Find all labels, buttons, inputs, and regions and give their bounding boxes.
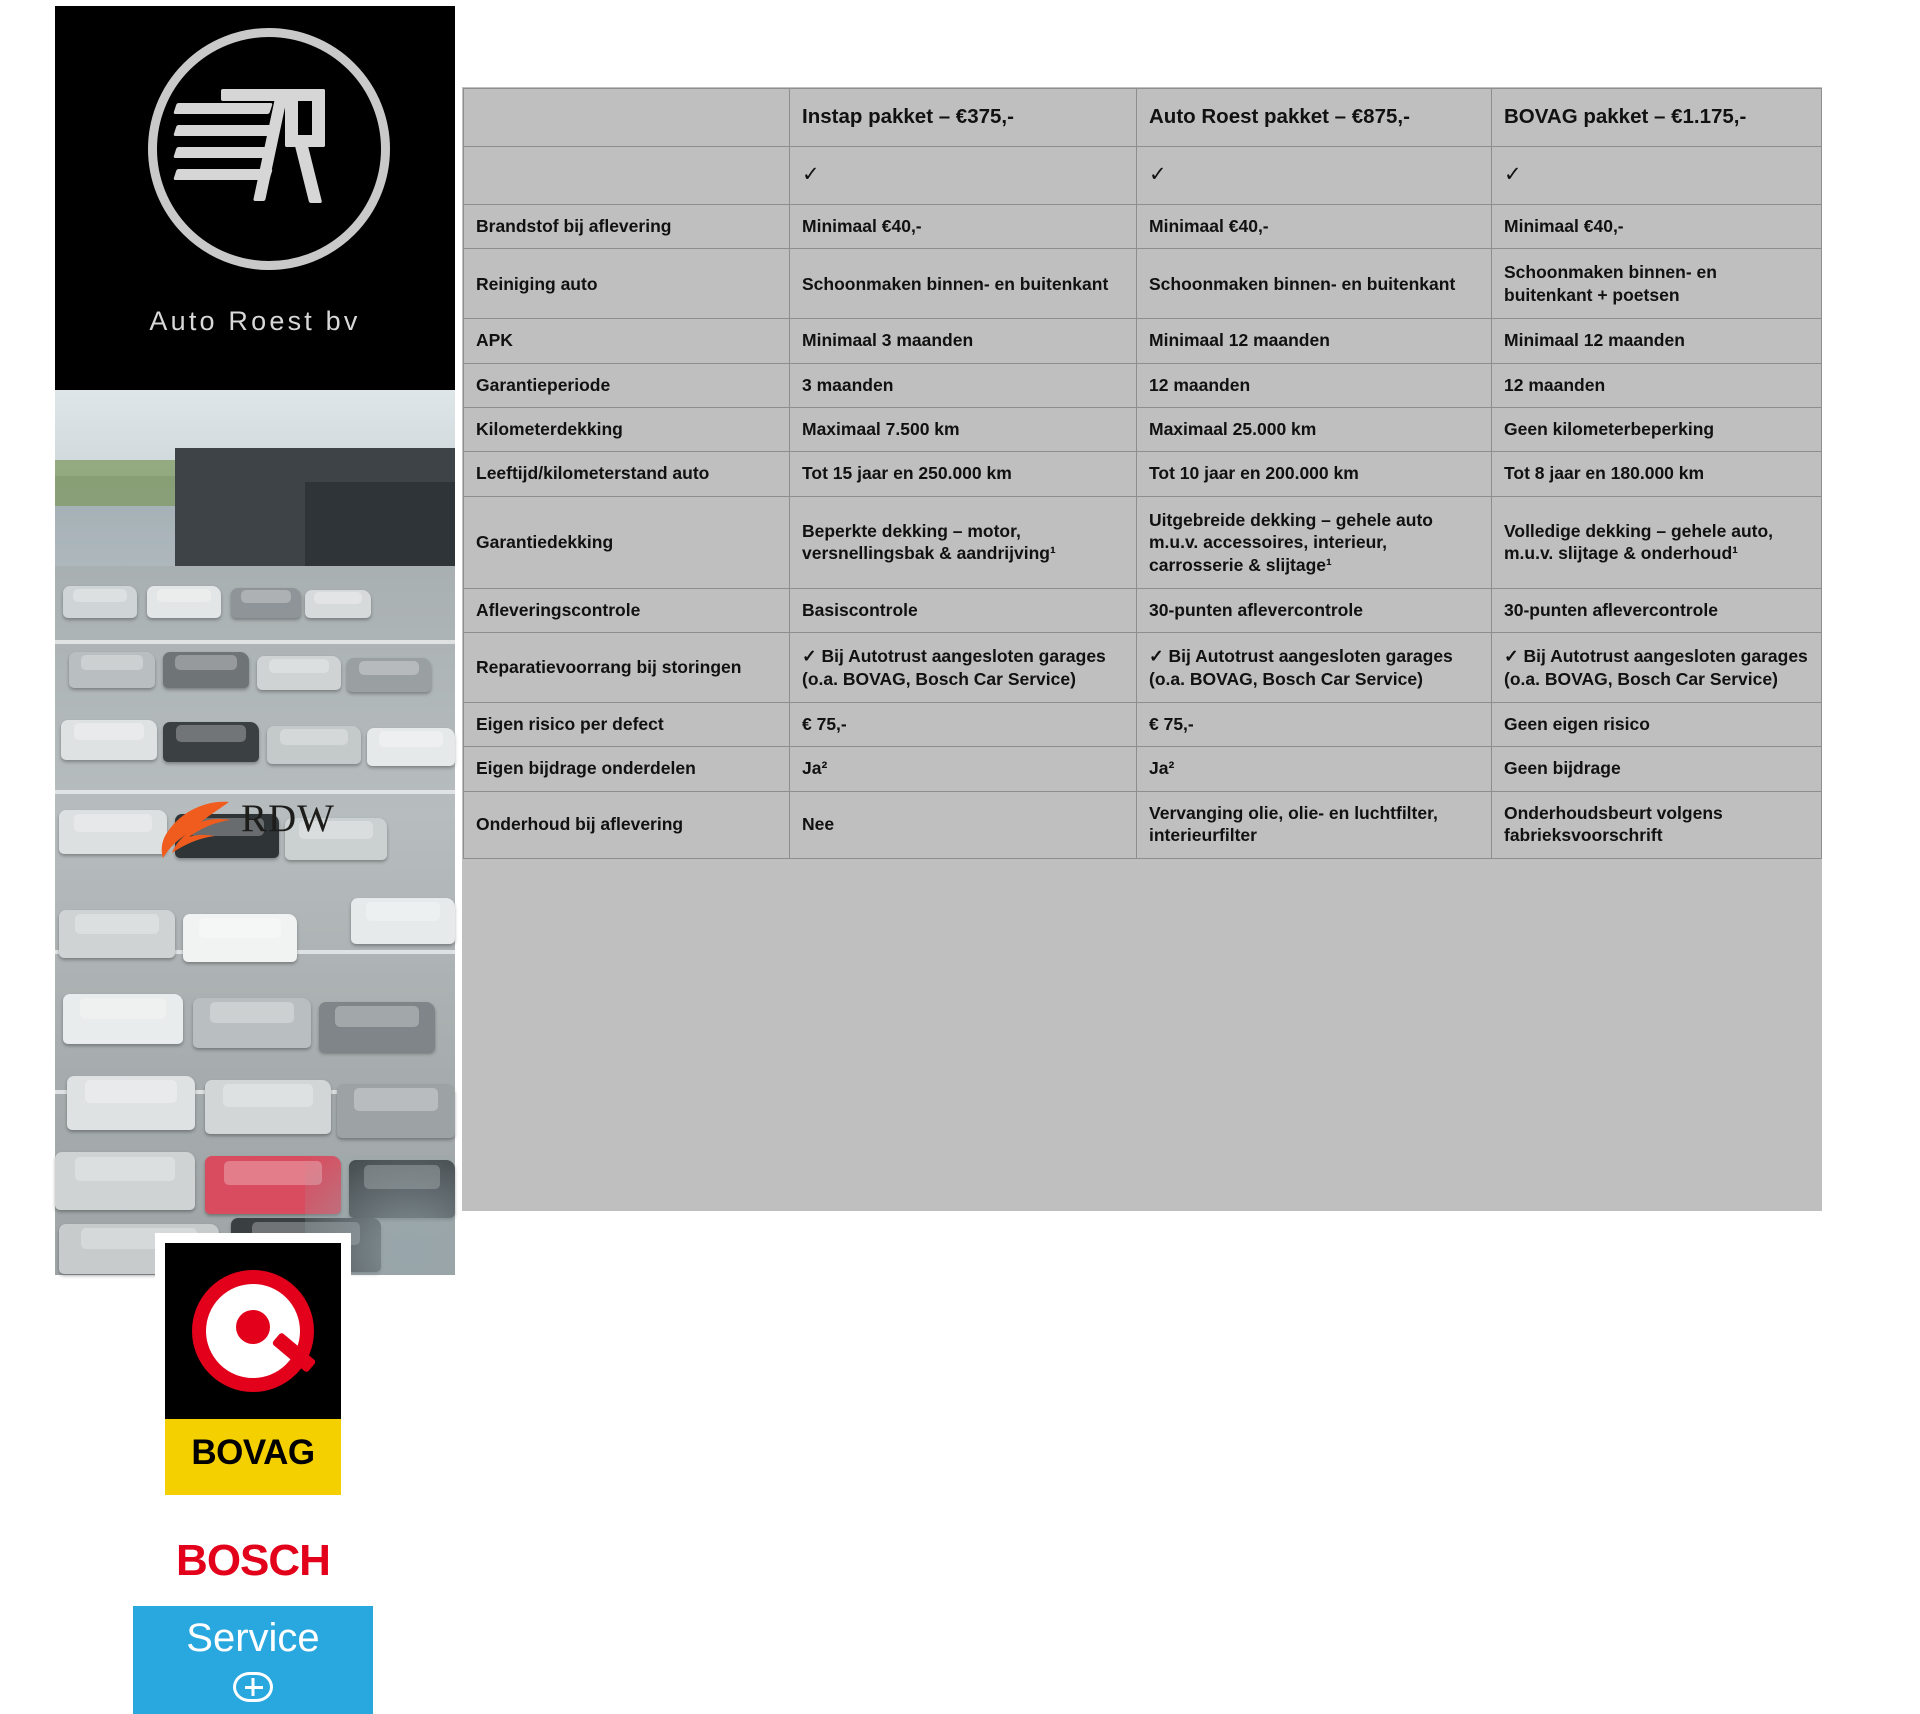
cell-auto-roest: € 75,-: [1137, 703, 1492, 747]
table-row: [464, 319, 1822, 363]
table-row: [464, 363, 1822, 407]
row-label: Leeftijd/kilometerstand auto: [464, 452, 790, 496]
cell-bovag: 12 maanden: [1492, 363, 1822, 407]
cell-instap: € 75,-: [790, 703, 1137, 747]
cell-auto-roest: Schoonmaken binnen- en buitenkant: [1137, 249, 1492, 319]
packages-comparison-table: [463, 88, 1821, 1210]
auto-roest-logo-icon: [148, 28, 390, 270]
cell-instap: Minimaal €40,-: [790, 205, 1137, 249]
table-row: [464, 249, 1822, 319]
cell-instap: Basiscontrole: [790, 588, 1137, 632]
comparison-table: [463, 88, 1822, 859]
cell-bovag: Minimaal 12 maanden: [1492, 319, 1822, 363]
cell-auto-roest: Ja²: [1137, 747, 1492, 791]
check-icon-auto-roest: ✓: [1137, 147, 1492, 205]
row-label: Brandstof bij aflevering: [464, 205, 790, 249]
dealership-photo: [55, 390, 455, 1660]
row-label: Kilometerdekking: [464, 407, 790, 451]
bosch-label: BOSCH: [176, 1536, 330, 1585]
table-row: [464, 452, 1822, 496]
cell-instap: Maximaal 7.500 km: [790, 407, 1137, 451]
header-instap-pakket: Instap pakket – €375,-: [790, 89, 1137, 147]
header-auto-roest-pakket: Auto Roest pakket – €875,-: [1137, 89, 1492, 147]
cell-auto-roest: Tot 10 jaar en 200.000 km: [1137, 452, 1492, 496]
cell-bovag: ✓ Bij Autotrust aangesloten garages (o.a. BOVAG, Bosch Car Service): [1492, 633, 1822, 703]
row-label: Reiniging auto: [464, 249, 790, 319]
row-label-included: [464, 147, 790, 205]
bovag-badge: [155, 1233, 351, 1505]
cell-bovag: Minimaal €40,-: [1492, 205, 1822, 249]
cell-instap: Beperkte dekking – motor, versnellingsbak & aandrijving¹: [790, 496, 1137, 588]
cell-bovag: Volledige dekking – gehele auto, m.u.v. slijtage & onderhoud¹: [1492, 496, 1822, 588]
table-header-row: [464, 89, 1822, 147]
bosch-armature-icon: [233, 1672, 273, 1702]
brand-logo-block: [55, 6, 455, 390]
bovag-wordmark-band: [165, 1419, 341, 1495]
rdw-badge: [123, 788, 423, 872]
table-row: [464, 633, 1822, 703]
table-row-included: [464, 147, 1822, 205]
cell-bovag: Geen bijdrage: [1492, 747, 1822, 791]
cell-instap: Nee: [790, 791, 1137, 858]
cell-auto-roest: 12 maanden: [1137, 363, 1492, 407]
row-label: Garantieperiode: [464, 363, 790, 407]
cell-bovag: Geen kilometerbeperking: [1492, 407, 1822, 451]
table-row: [464, 703, 1822, 747]
bovag-emblem-icon: [165, 1243, 341, 1419]
cell-instap: 3 maanden: [790, 363, 1137, 407]
cell-auto-roest: Uitgebreide dekking – gehele auto m.u.v. accessoires, interieur, carrosserie & slijtage¹: [1137, 496, 1492, 588]
left-media-column: [55, 6, 455, 1660]
cell-auto-roest: Maximaal 25.000 km: [1137, 407, 1492, 451]
row-label: Garantiedekking: [464, 496, 790, 588]
row-label: Eigen bijdrage onderdelen: [464, 747, 790, 791]
cell-bovag: 30-punten aflevercontrole: [1492, 588, 1822, 632]
cell-bovag: Geen eigen risico: [1492, 703, 1822, 747]
table-row: [464, 205, 1822, 249]
row-label: Eigen risico per defect: [464, 703, 790, 747]
row-label: Reparatievoorrang bij storingen: [464, 633, 790, 703]
row-label: Afleveringscontrole: [464, 588, 790, 632]
cell-auto-roest: Minimaal 12 maanden: [1137, 319, 1492, 363]
bosch-service-badge: [133, 1520, 373, 1714]
check-icon-instap: ✓: [790, 147, 1137, 205]
cell-instap: Minimaal 3 maanden: [790, 319, 1137, 363]
table-row: [464, 747, 1822, 791]
bovag-label: BOVAG: [191, 1433, 315, 1472]
bosch-service-label: Service: [186, 1616, 320, 1660]
cell-auto-roest: 30-punten aflevercontrole: [1137, 588, 1492, 632]
table-row: [464, 407, 1822, 451]
check-icon-bovag: ✓: [1492, 147, 1822, 205]
cell-bovag: Tot 8 jaar en 180.000 km: [1492, 452, 1822, 496]
rdw-label: RDW: [241, 797, 335, 840]
cell-bovag: Schoonmaken binnen- en buitenkant + poetsen: [1492, 249, 1822, 319]
company-name: Auto Roest bv: [149, 306, 361, 336]
cell-auto-roest: Vervanging olie, olie- en luchtfilter, interieurfilter: [1137, 791, 1492, 858]
table-row: [464, 791, 1822, 858]
cell-instap: ✓ Bij Autotrust aangesloten garages (o.a. BOVAG, Bosch Car Service): [790, 633, 1137, 703]
cell-instap: Ja²: [790, 747, 1137, 791]
header-feature: [464, 89, 790, 147]
cell-instap: Tot 15 jaar en 250.000 km: [790, 452, 1137, 496]
row-label: APK: [464, 319, 790, 363]
cell-auto-roest: ✓ Bij Autotrust aangesloten garages (o.a. BOVAG, Bosch Car Service): [1137, 633, 1492, 703]
table-row: [464, 496, 1822, 588]
cell-instap: Schoonmaken binnen- en buitenkant: [790, 249, 1137, 319]
row-label: Onderhoud bij aflevering: [464, 791, 790, 858]
cell-bovag: Onderhoudsbeurt volgens fabrieksvoorschrift: [1492, 791, 1822, 858]
cell-auto-roest: Minimaal €40,-: [1137, 205, 1492, 249]
rdw-feather-icon: [159, 800, 233, 860]
header-bovag-pakket: BOVAG pakket – €1.175,-: [1492, 89, 1822, 147]
table-row: [464, 588, 1822, 632]
